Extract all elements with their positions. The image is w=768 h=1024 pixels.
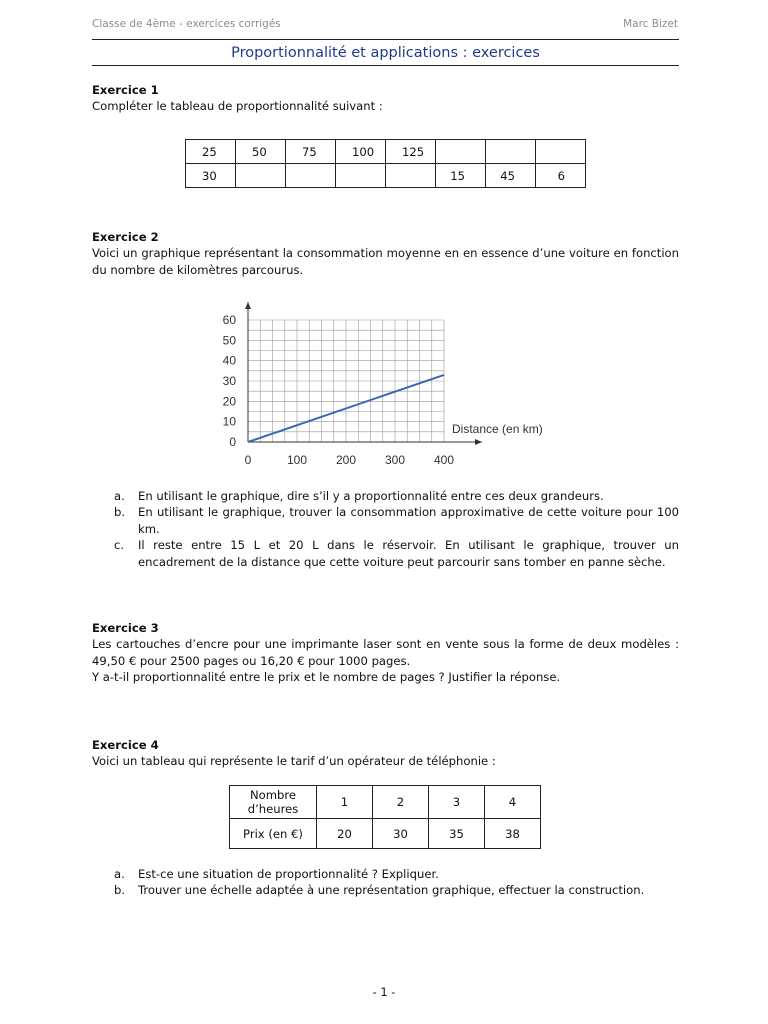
table-row	[186, 140, 586, 164]
table-header-cell: Prix (en €)	[230, 819, 317, 849]
exercise-4-text: Voici un tableau qui représente le tarif d’un opérateur de téléphonie :	[92, 754, 496, 769]
proportionality-table	[185, 139, 586, 188]
exercise-2-text: Voici un graphique représentant la consommation moyenne en en essence d’une voiture en fonction du nombre de kilomètres parcourus.	[92, 246, 679, 277]
x-axis-label: Distance (en km)	[452, 422, 543, 436]
question-marker: c.	[114, 538, 125, 553]
exercise-3-text-1: Les cartouches d’encre pour une imprimante laser sont en vente sous la forme de deux modèles : 49,50 € pour 2500 pages ou 16,20 € pour 1000 pages.	[92, 637, 679, 668]
table-cell: 125	[386, 140, 436, 164]
question-item	[92, 882, 679, 898]
question-marker: b.	[114, 883, 126, 898]
y-tick-label: 40	[222, 353, 236, 368]
question-item	[92, 488, 679, 504]
table-cell	[286, 164, 336, 188]
question-marker: a.	[114, 867, 125, 881]
table-cell: 75	[286, 140, 336, 164]
table-row	[186, 164, 586, 188]
table-cell	[386, 164, 436, 188]
tariff-table	[229, 785, 541, 849]
exercise-3-text-2: Y a-t-il proportionnalité entre le prix et le nombre de pages ? Justifier la réponse.	[92, 670, 561, 685]
table-cell	[436, 140, 486, 164]
y-tick-label: 60	[222, 313, 236, 327]
y-tick-label: 20	[222, 394, 236, 409]
question-text: En utilisant le graphique, trouver la consommation approximative de cette voiture pour 100 km.	[138, 505, 679, 536]
table-cell: 38	[485, 819, 541, 849]
table-cell: 4	[485, 786, 541, 819]
exercise-1	[92, 82, 679, 115]
question-marker: a.	[114, 489, 125, 503]
page-title: Proportionnalité et applications : exercices	[231, 45, 540, 61]
question-item	[92, 537, 679, 570]
question-item	[92, 504, 679, 537]
question-text: Trouver une échelle adaptée à une représentation graphique, effectuer la construction.	[138, 883, 645, 898]
table-cell: 30	[186, 164, 236, 188]
exercise-3-title: Exercice 3	[92, 621, 159, 635]
y-tick-label: 30	[222, 374, 236, 388]
table-cell: 6	[536, 164, 586, 188]
table-cell: 3	[429, 786, 485, 819]
question-item	[92, 866, 679, 882]
table-cell	[536, 140, 586, 164]
table-row	[230, 786, 541, 819]
exercise-2-questions	[92, 488, 679, 570]
exercise-4	[92, 737, 679, 770]
table-cell: 1	[317, 786, 373, 819]
table-header-cell: Nombre d’heures	[230, 786, 317, 819]
table-cell: 25	[186, 140, 236, 164]
table-cell	[486, 140, 536, 164]
table-cell	[236, 164, 286, 188]
question-text: En utilisant le graphique, dire s’il y a proportionnalité entre ces deux grandeurs.	[138, 489, 604, 503]
y-axis-arrow	[245, 302, 251, 309]
exercise-3	[92, 620, 679, 686]
x-tick-label: 0	[244, 453, 252, 467]
x-tick-label: 200	[335, 453, 357, 467]
table-cell	[336, 164, 386, 188]
question-text: Est-ce une situation de proportionnalité ? Expliquer.	[138, 867, 439, 881]
exercise-1-text: Compléter le tableau de proportionnalité suivant :	[92, 99, 383, 114]
table-cell: 30	[373, 819, 429, 849]
x-tick-label: 300	[384, 453, 406, 467]
header-right: Marc Bizet	[623, 18, 678, 30]
x-axis-arrow	[475, 439, 482, 445]
exercise-4-title: Exercice 4	[92, 738, 159, 752]
y-tick-label: 10	[222, 414, 236, 429]
x-tick-label: 400	[433, 453, 455, 467]
table-cell: 20	[317, 819, 373, 849]
table-cell: 45	[486, 164, 536, 188]
table-cell: 35	[429, 819, 485, 849]
table-cell: 2	[373, 786, 429, 819]
table-row	[230, 819, 541, 849]
question-text: Il reste entre 15 L et 20 L dans le réservoir. En utilisant le graphique, trouver un encadrement de la distance que cette voiture peut parcourir sans tomber en panne sèche.	[138, 538, 679, 569]
consumption-chart	[212, 296, 552, 471]
exercise-1-title: Exercice 1	[92, 83, 159, 97]
table-cell: 50	[236, 140, 286, 164]
y-tick-label: 0	[229, 435, 236, 449]
header-left: Classe de 4ème - exercices corrigés	[92, 18, 281, 30]
y-tick-label: 50	[222, 333, 236, 348]
exercise-4-questions	[92, 866, 679, 899]
table-cell: 15	[436, 164, 486, 188]
table-cell: 100	[336, 140, 386, 164]
question-marker: b.	[114, 505, 126, 520]
header-rule-top	[92, 39, 679, 40]
header-rule-bottom	[92, 65, 679, 66]
page-number: - 1 -	[372, 985, 396, 999]
x-tick-label: 100	[286, 453, 308, 467]
exercise-2	[92, 229, 679, 278]
exercise-2-title: Exercice 2	[92, 230, 159, 244]
